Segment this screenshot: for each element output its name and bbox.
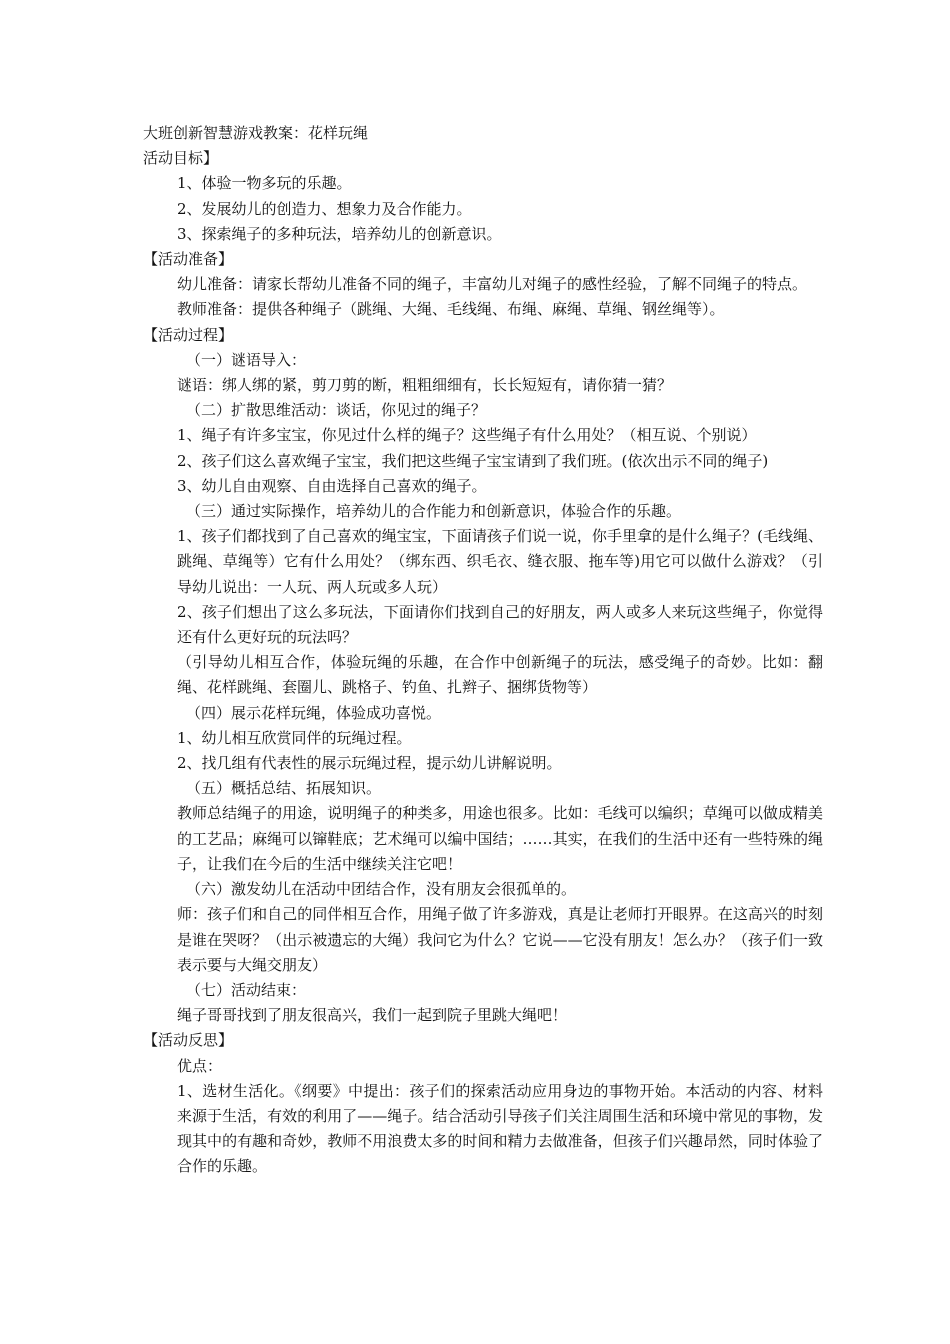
paragraph: （二）扩散思维活动：谈话，你见过的绳子？ <box>186 401 487 420</box>
paragraph: 3、幼儿自由观察、自由选择自己喜欢的绳子。 <box>177 476 487 495</box>
paragraph: 3、探索绳子的多种玩法，培养幼儿的创新意识。 <box>177 224 502 243</box>
paragraph: 绳子哥哥找到了朋友很高兴，我们一起到院子里跳大绳吧！ <box>177 1006 568 1025</box>
document-sections <box>143 146 823 1179</box>
paragraph: 优点： <box>177 1056 223 1075</box>
section-heading: 【活动准备】 <box>143 250 234 269</box>
paragraph: 谜语：绑人绑的紧，剪刀剪的断，粗粗细细有，长长短短有，请你猜一猜？ <box>177 376 673 395</box>
section-heading: 【活动过程】 <box>143 325 234 344</box>
paragraph: 幼儿准备：请家长帮幼儿准备不同的绳子，丰富幼儿对绳子的感性经验，了解不同绳子的特点。 <box>177 275 808 294</box>
paragraph: （引导幼儿相互合作，体验玩绳的乐趣，在合作中创新绳子的玩法，感受绳子的奇妙。比如：翻绳、花样跳绳、套圈儿、跳格子、钓鱼、扎辫子、捆绑货物等） <box>177 653 823 697</box>
paragraph: 2、找几组有代表性的展示玩绳过程，提示幼儿讲解说明。 <box>177 754 562 773</box>
section <box>143 146 823 247</box>
paragraph: 1、选材生活化。《纲要》中提出：孩子们的探索活动应用身边的事物开始。本活动的内容、材料来源于生活，有效的利用了——绳子。结合活动引导孩子们关注周围生活和环境中常见的事物，发现其中的有趣和奇妙，教师不用浪费太多的时间和精力去做准备，但孩子们兴趣昂然，同时体验了合作的乐趣。 <box>177 1081 823 1176</box>
section-heading: 活动目标】 <box>143 149 219 168</box>
document-body <box>143 121 823 1180</box>
paragraph: 教师总结绳子的用途，说明绳子的种类多，用途也很多。比如：毛线可以编织；草绳可以做成精美的工艺品；麻绳可以镩鞋底；艺术绳可以编中国结；……其实，在我们的生活中还有一些特殊的绳子，让我们在今后的生活中继续关注它吧！ <box>177 804 823 873</box>
paragraph: 师：孩子们和自己的同伴相互合作，用绳子做了许多游戏，真是让老师打开眼界。在这高兴的时刻是谁在哭呀？（出示被遗忘的大绳）我问它为什么？它说——它没有朋友！怎么办？（孩子们一致表示要与大绳交朋友） <box>177 905 823 974</box>
paragraph: 2、孩子们想出了这么多玩法，下面请你们找到自己的好朋友，两人或多人来玩这些绳子，你觉得还有什么更好玩的玩法吗？ <box>177 602 823 647</box>
paragraph: 2、孩子们这么喜欢绳子宝宝，我们把这些绳子宝宝请到了我们班。(依次出示不同的绳子) <box>177 451 769 470</box>
paragraph: （三）通过实际操作，培养幼儿的合作能力和创新意识，体验合作的乐趣。 <box>186 502 682 521</box>
paragraph: （一）谜语导入： <box>186 350 307 369</box>
paragraph: 1、幼儿相互欣赏同伴的玩绳过程。 <box>177 728 412 747</box>
section <box>143 323 823 1029</box>
paragraph: （五）概括总结、拓展知识。 <box>186 779 382 798</box>
section-heading: 【活动反思】 <box>143 1031 234 1050</box>
paragraph: （六）激发幼儿在活动中团结合作，没有朋友会很孤单的。 <box>186 880 577 899</box>
paragraph: （七）活动结束： <box>186 980 307 999</box>
paragraph: 1、体验一物多玩的乐趣。 <box>177 174 352 193</box>
document-title: 大班创新智慧游戏教案：花样玩绳 <box>143 124 369 142</box>
section <box>143 1028 823 1179</box>
section <box>143 247 823 323</box>
paragraph: 2、发展幼儿的创造力、想象力及合作能力。 <box>177 199 472 218</box>
paragraph: 教师准备：提供各种绳子（跳绳、大绳、毛线绳、布绳、麻绳、草绳、钢丝绳等）。 <box>177 300 725 319</box>
paragraph: 1、孩子们都找到了自己喜欢的绳宝宝，下面请孩子们说一说，你手里拿的是什么绳子？(毛线绳、跳绳、草绳等）它有什么用处？（绑东西、织毛衣、缝衣服、拖车等)用它可以做什么游戏？（引导幼儿说出：一人玩、两人玩或多人玩） <box>177 527 823 596</box>
paragraph: （四）展示花样玩绳，体验成功喜悦。 <box>186 703 442 722</box>
paragraph: 1、绳子有许多宝宝，你见过什么样的绳子？这些绳子有什么用处？（相互说、个别说） <box>177 426 757 445</box>
